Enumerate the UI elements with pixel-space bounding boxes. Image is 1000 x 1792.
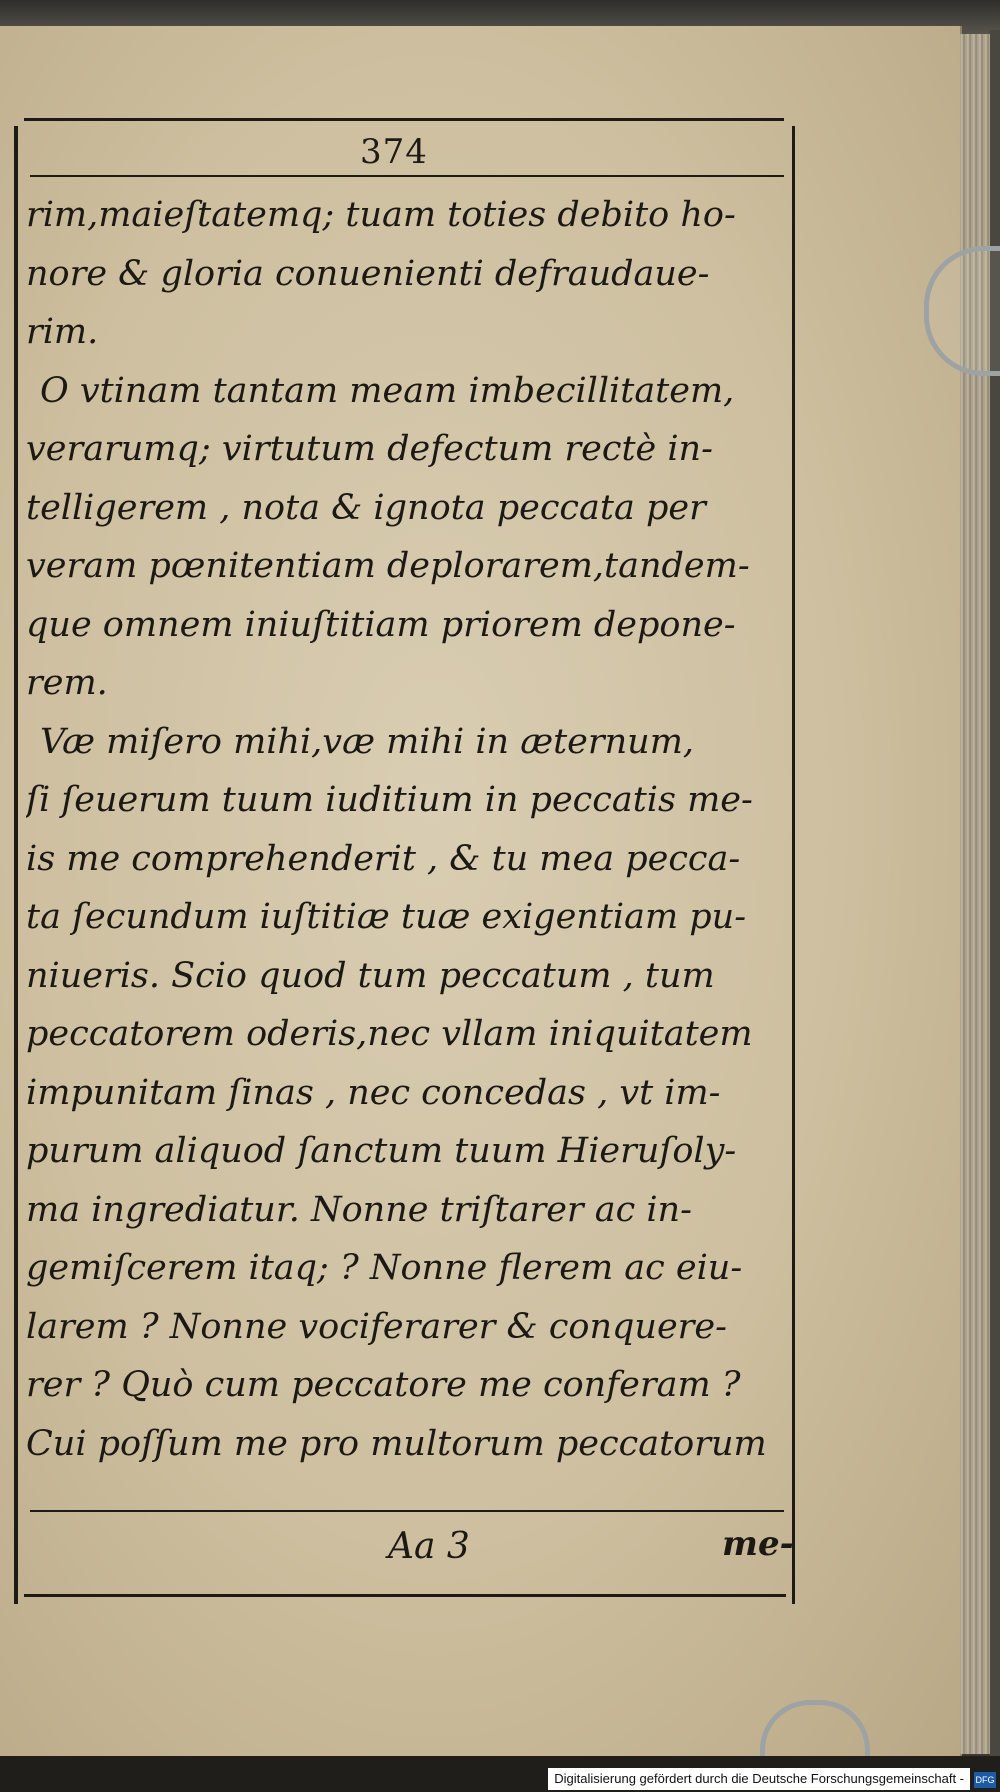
text-line: veram pœnitentiam deplorarem,tandem- — [26, 546, 750, 586]
signature-mark: Aa 3 — [388, 1526, 470, 1567]
text-line: rer ? Quò cum peccatore me conferam ? — [26, 1365, 741, 1405]
header-rule — [30, 175, 784, 177]
text-line: larem ? Nonne vociferarer & conquere- — [26, 1306, 727, 1347]
catchword: me- — [722, 1524, 794, 1564]
text-line: nore & gloria conuenienti defraudaue- — [26, 253, 710, 294]
text-line: rim,maieſtatemq; tuam toties debito ho- — [26, 195, 736, 235]
digitization-credit: Digitalisierung gefördert durch die Deutsche Forschungsgemeinschaft - — [548, 1768, 970, 1790]
dfg-logo: DFG — [974, 1772, 996, 1788]
bottom-rule — [24, 1594, 786, 1597]
page-number: 374 — [360, 132, 428, 172]
text-line: purum aliquod ſanctum tuum Hieruſoly- — [26, 1131, 737, 1171]
text-line: verarumq; virtutum defectum rectè in- — [26, 429, 713, 469]
text-line: Væ miſero mihi,væ mihi in æternum, — [40, 721, 695, 762]
text-line: rim. — [26, 312, 99, 352]
text-line: rem. — [26, 663, 108, 703]
text-line: peccatorem oderis,nec vllam iniquitatem — [26, 1014, 753, 1054]
text-line: gemiſcerem itaq; ? Nonne flerem ac eiu- — [26, 1248, 743, 1288]
text-line: impunitam ſinas , nec concedas , vt im- — [26, 1072, 721, 1113]
bottom-bar — [0, 1756, 1000, 1792]
text-line: que omnem iniuſtitiam priorem depone- — [26, 604, 736, 645]
top-rule — [24, 118, 784, 121]
text-line: ſi ſeuerum tuum iuditium in peccatis me- — [26, 780, 753, 820]
text-line: niueris. Scio quod tum peccatum , tum — [26, 955, 715, 996]
text-line: is me comprehenderit , & tu mea pecca- — [26, 838, 741, 879]
text-line: ma ingrediatur. Nonne triſtarer ac in- — [26, 1189, 692, 1230]
text-line: telligerem , nota & ignota peccata per — [26, 487, 706, 528]
text-block — [26, 186, 790, 1473]
text-line: Cui poſſum me pro multorum peccatorum — [26, 1423, 767, 1464]
text-line: O vtinam tantam meam imbecillitatem, — [40, 370, 735, 411]
text-line: ta ſecundum iuſtitiæ tuæ exigentiam pu- — [26, 897, 747, 937]
footer-rule — [30, 1510, 784, 1512]
